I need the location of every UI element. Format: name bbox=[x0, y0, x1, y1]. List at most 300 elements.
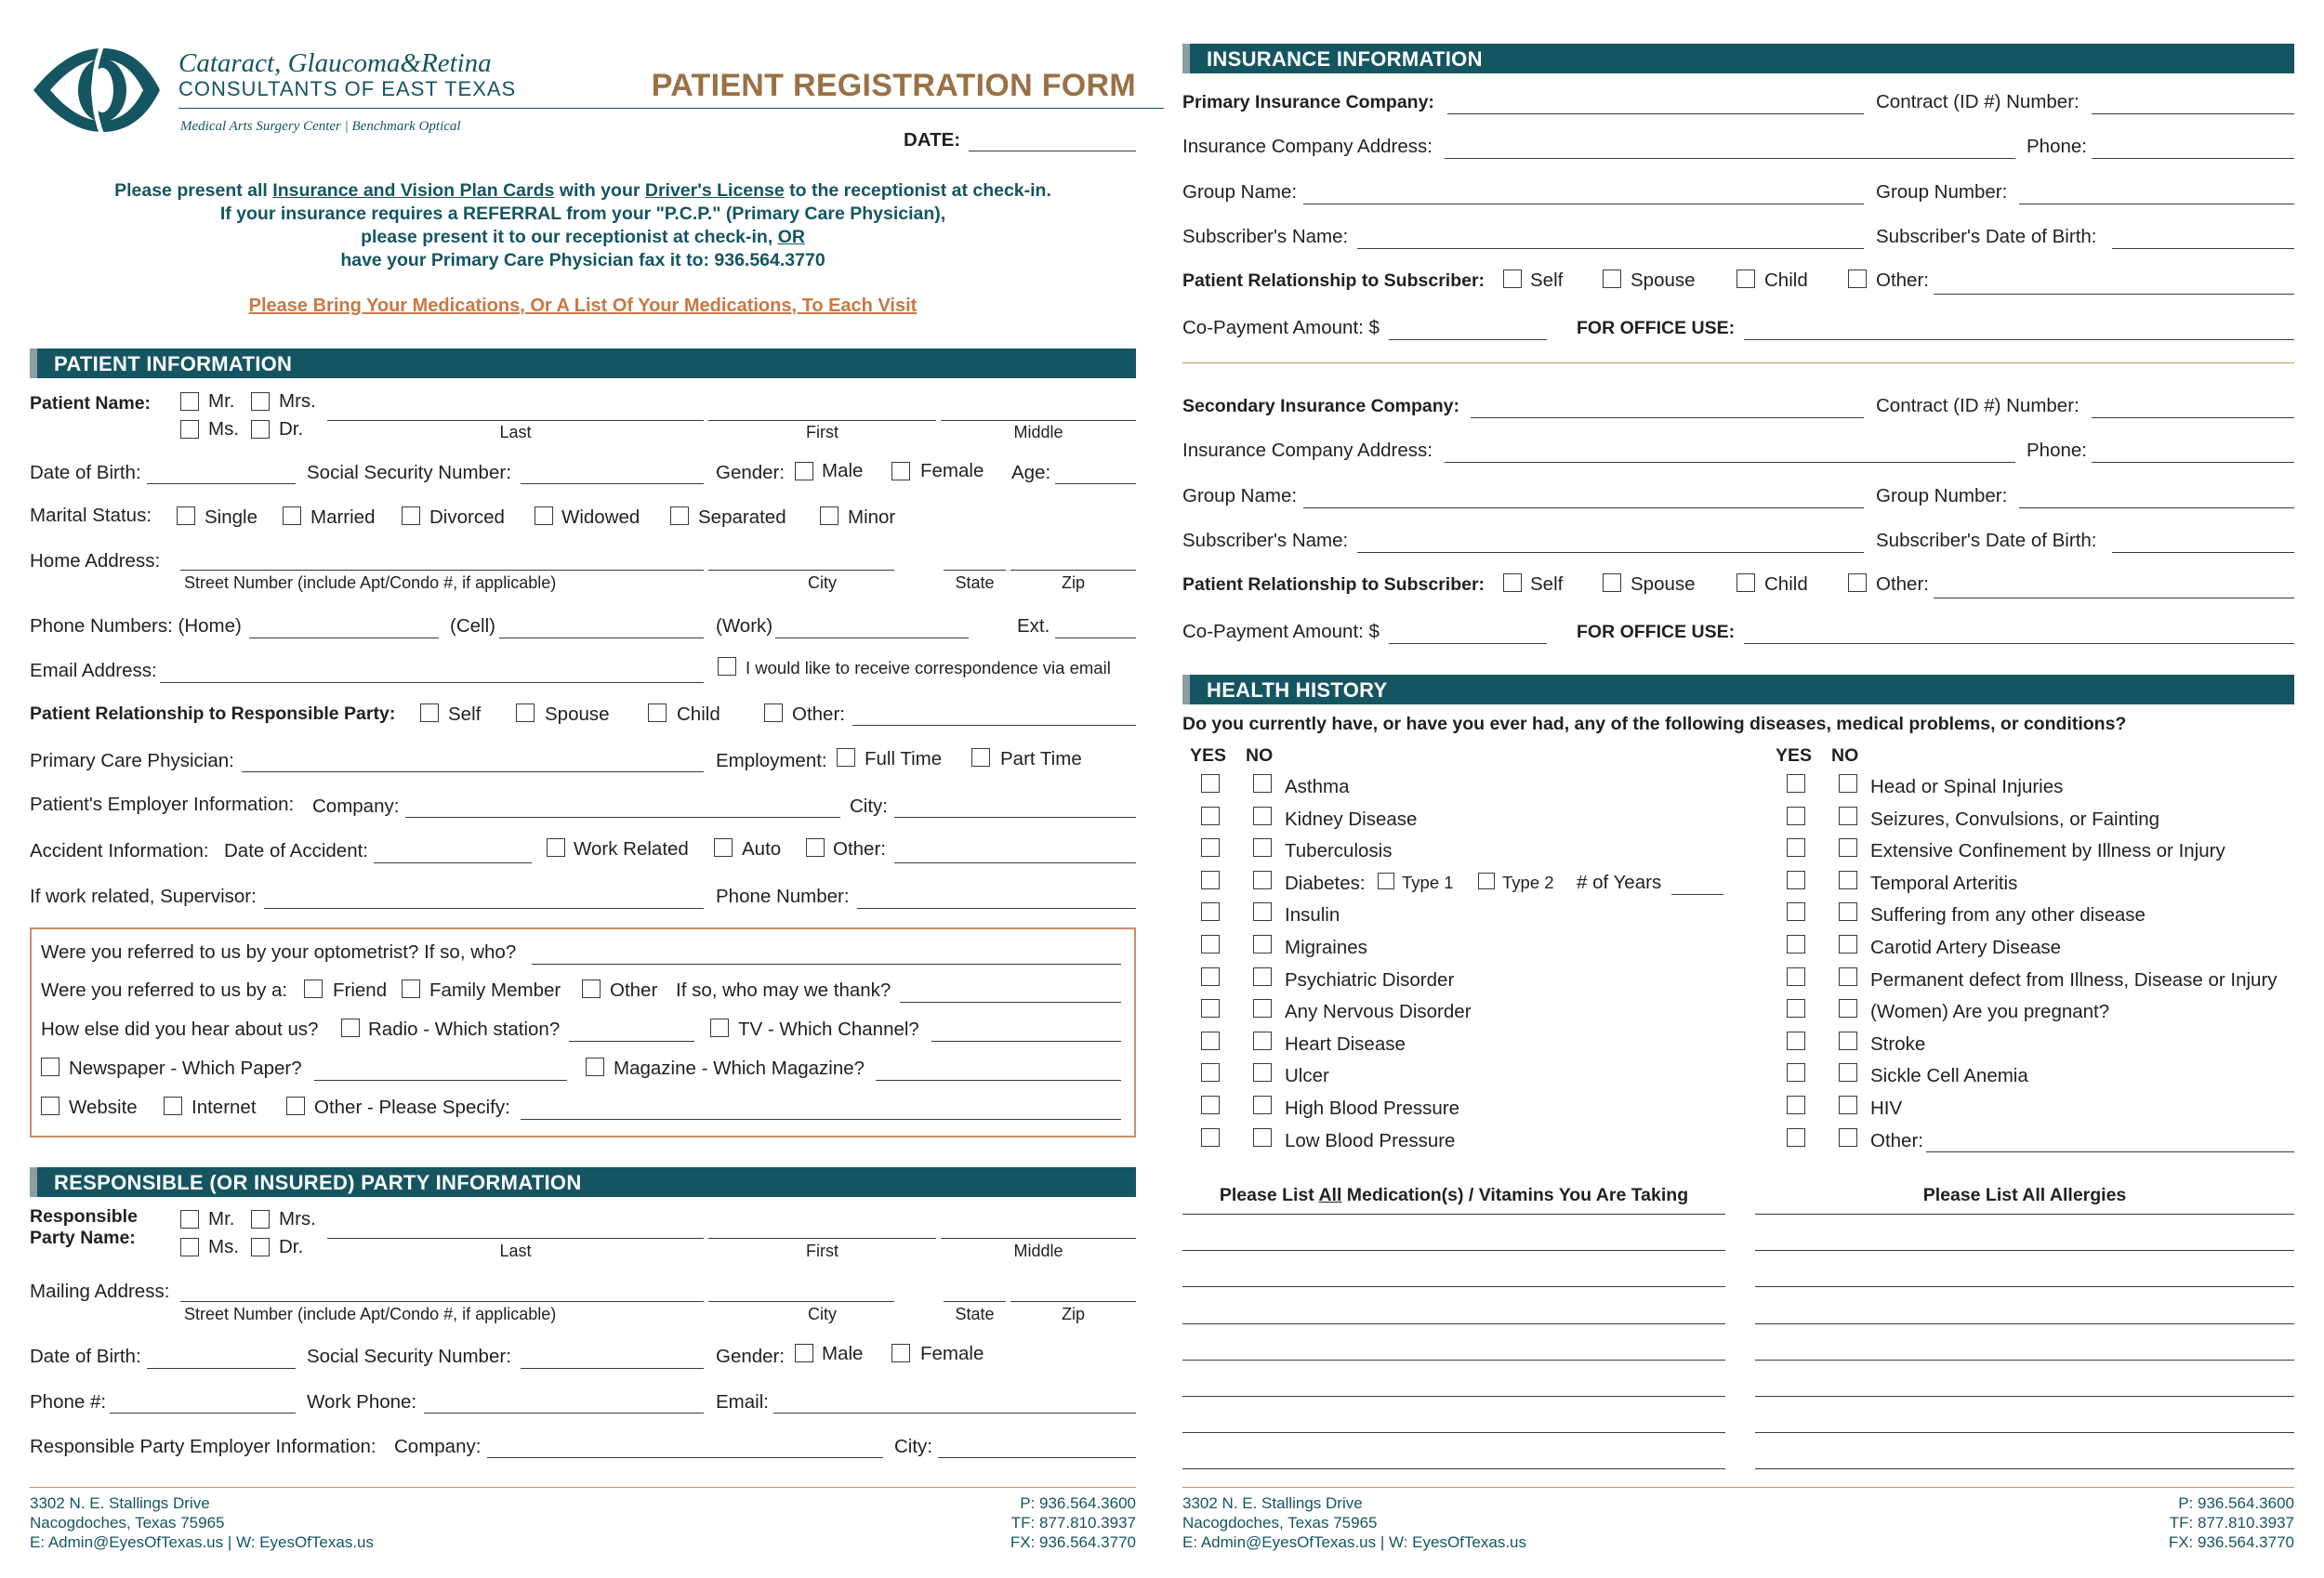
secondary-spouse-label: Spouse bbox=[1631, 573, 1696, 595]
full-time-label: Full Time bbox=[865, 748, 943, 769]
resp-company-field[interactable] bbox=[487, 1457, 883, 1458]
accident-date-label: Date of Accident: bbox=[224, 840, 368, 861]
mailing-street-field[interactable] bbox=[180, 1301, 704, 1302]
right-no-checkbox[interactable] bbox=[1839, 871, 1857, 889]
work-related-checkbox[interactable] bbox=[547, 838, 565, 857]
responsible-party-header: RESPONSIBLE (OR INSURED) PARTY INFORMATION bbox=[30, 1167, 1136, 1197]
allergy-line[interactable] bbox=[1755, 1468, 2294, 1469]
resp-dob-field[interactable] bbox=[147, 1368, 296, 1369]
right-no-checkbox[interactable] bbox=[1839, 1063, 1857, 1082]
mailing-zip-caption: Zip bbox=[1061, 1305, 1085, 1323]
secondary-company-field[interactable] bbox=[1471, 417, 1864, 418]
divorced-label: Divorced bbox=[429, 506, 505, 528]
email-field[interactable] bbox=[160, 682, 704, 683]
left-no-checkbox[interactable] bbox=[1253, 935, 1272, 953]
left-yes-checkbox[interactable] bbox=[1201, 774, 1220, 793]
female-checkbox[interactable] bbox=[891, 462, 910, 480]
phones-label: Phone Numbers: (Home) bbox=[30, 615, 242, 637]
employment-label: Employment: bbox=[716, 750, 827, 771]
middle-name-field[interactable] bbox=[941, 420, 1136, 421]
full-time-checkbox[interactable] bbox=[837, 748, 855, 767]
dr-checkbox[interactable] bbox=[251, 420, 270, 439]
secondary-copay-label: Co-Payment Amount: $ bbox=[1182, 621, 1380, 642]
website-label: Website bbox=[69, 1097, 138, 1118]
magazine-checkbox[interactable] bbox=[586, 1058, 604, 1076]
left-yes-checkbox[interactable] bbox=[1201, 1063, 1220, 1082]
widowed-checkbox[interactable] bbox=[535, 506, 553, 525]
accident-other-label: Other: bbox=[833, 838, 886, 860]
accident-other-field[interactable] bbox=[894, 862, 1136, 863]
resp-email-field[interactable] bbox=[773, 1413, 1136, 1414]
medication-line[interactable] bbox=[1182, 1396, 1725, 1397]
medication-line[interactable] bbox=[1182, 1214, 1725, 1215]
family-checkbox[interactable] bbox=[402, 980, 420, 998]
rel-other-field[interactable] bbox=[852, 725, 1136, 726]
tv-field[interactable] bbox=[931, 1041, 1121, 1042]
last-name-field[interactable] bbox=[327, 420, 704, 421]
primary-group-name-label: Group Name: bbox=[1182, 181, 1298, 203]
primary-spouse-checkbox[interactable] bbox=[1603, 270, 1621, 288]
clinic-logo bbox=[30, 39, 517, 151]
resp-mrs-checkbox[interactable] bbox=[251, 1210, 270, 1229]
footer-phones: P: 936.564.3600 TF: 877.810.3937 FX: 936.564.3770 bbox=[1010, 1494, 1136, 1551]
primary-subscriber-label: Subscriber's Name: bbox=[1182, 226, 1349, 247]
referral-box bbox=[30, 927, 1136, 1137]
secondary-group-name-label: Group Name: bbox=[1182, 485, 1298, 506]
thank-field[interactable] bbox=[900, 1002, 1121, 1003]
primary-phone-label: Phone: bbox=[2027, 136, 2087, 157]
separated-label: Separated bbox=[698, 506, 786, 528]
right-no-checkbox[interactable] bbox=[1839, 1096, 1857, 1114]
patient-name-label: Patient Name: bbox=[30, 393, 152, 414]
female-label: Female bbox=[920, 460, 984, 481]
years-label: # of Years bbox=[1577, 872, 1662, 893]
right-yes-checkbox[interactable] bbox=[1787, 1032, 1805, 1050]
secondary-subscriber-label: Subscriber's Name: bbox=[1182, 530, 1349, 551]
mr-label: Mr. bbox=[208, 390, 235, 412]
responsible-name-label: Responsible Party Name: bbox=[30, 1206, 138, 1248]
age-label: Age: bbox=[1011, 462, 1051, 483]
minor-checkbox[interactable] bbox=[820, 506, 838, 525]
secondary-group-name-field[interactable] bbox=[1303, 507, 1864, 508]
right-yes-checkbox[interactable] bbox=[1787, 967, 1805, 986]
primary-copay-label: Co-Payment Amount: $ bbox=[1182, 317, 1380, 338]
right-condition-label: Suffering from any other disease bbox=[1870, 904, 2146, 926]
optometrist-label: Were you referred to us by your optometrist? If so, who? bbox=[41, 941, 517, 963]
male-label: Male bbox=[822, 460, 864, 481]
health-history-header: HEALTH HISTORY bbox=[1182, 675, 2294, 704]
left-no-checkbox[interactable] bbox=[1253, 807, 1272, 825]
left-yes-checkbox[interactable] bbox=[1201, 807, 1220, 825]
primary-subscriber-dob-field[interactable] bbox=[2112, 248, 2294, 249]
resp-dr-label: Dr. bbox=[279, 1236, 304, 1257]
rel-spouse-label: Spouse bbox=[545, 704, 610, 725]
resp-dob-label: Date of Birth: bbox=[30, 1346, 141, 1367]
resp-gender-label: Gender: bbox=[716, 1346, 786, 1367]
city-caption: City bbox=[808, 573, 837, 592]
minor-label: Minor bbox=[848, 506, 896, 528]
other-specify-field[interactable] bbox=[521, 1119, 1121, 1120]
employer-city-field[interactable] bbox=[894, 817, 1136, 818]
employer-label: Patient's Employer Information: bbox=[30, 794, 295, 815]
friend-label: Friend bbox=[333, 980, 388, 1001]
secondary-office-field[interactable] bbox=[1744, 643, 2294, 644]
right-yes-checkbox[interactable] bbox=[1787, 1063, 1805, 1082]
left-condition-label: Tuberculosis bbox=[1285, 840, 1393, 861]
newspaper-checkbox[interactable] bbox=[41, 1058, 59, 1076]
email-opt-checkbox[interactable] bbox=[718, 657, 736, 676]
primary-company-field[interactable] bbox=[1447, 113, 1864, 114]
allergy-line[interactable] bbox=[1755, 1432, 2294, 1433]
allergy-line[interactable] bbox=[1755, 1214, 2294, 1215]
insurance-info-header: INSURANCE INFORMATION bbox=[1182, 44, 2294, 73]
work-related-label: Work Related bbox=[574, 838, 689, 860]
resp-ssn-field[interactable] bbox=[521, 1368, 704, 1369]
resp-first-field[interactable] bbox=[708, 1238, 936, 1239]
right-yes-checkbox[interactable] bbox=[1787, 807, 1805, 825]
right-no-checkbox[interactable] bbox=[1839, 999, 1857, 1018]
resp-last-caption: Last bbox=[499, 1242, 532, 1260]
footer-rule bbox=[30, 1487, 1136, 1488]
left-yes-checkbox[interactable] bbox=[1201, 1032, 1220, 1050]
left-no-checkbox[interactable] bbox=[1253, 999, 1272, 1018]
secondary-contract-field[interactable] bbox=[2092, 417, 2294, 418]
thank-label: If so, who may we thank? bbox=[676, 980, 891, 1001]
left-condition-label: Low Blood Pressure bbox=[1285, 1130, 1456, 1151]
right-condition-label: Head or Spinal Injuries bbox=[1870, 776, 2064, 797]
primary-company-label: Primary Insurance Company: bbox=[1182, 92, 1434, 112]
primary-subscriber-dob-label: Subscriber's Date of Birth: bbox=[1876, 226, 2097, 247]
friend-checkbox[interactable] bbox=[304, 980, 323, 998]
left-yes-checkbox[interactable] bbox=[1201, 967, 1220, 986]
radio-field[interactable] bbox=[569, 1041, 694, 1042]
left-no-checkbox[interactable] bbox=[1253, 838, 1272, 857]
left-yes-checkbox[interactable] bbox=[1201, 1128, 1220, 1147]
rel-spouse-checkbox[interactable] bbox=[516, 704, 535, 722]
part-time-checkbox[interactable] bbox=[971, 748, 990, 767]
separated-checkbox[interactable] bbox=[670, 506, 689, 525]
secondary-other-checkbox[interactable] bbox=[1848, 573, 1867, 592]
secondary-child-label: Child bbox=[1764, 573, 1808, 595]
dob-field[interactable] bbox=[147, 483, 296, 484]
secondary-other-label: Other: bbox=[1876, 573, 1929, 595]
no-header-right: NO bbox=[1831, 745, 1859, 766]
primary-phone-field[interactable] bbox=[2092, 158, 2294, 159]
right-yes-checkbox[interactable] bbox=[1787, 871, 1805, 889]
mrs-label: Mrs. bbox=[279, 390, 316, 412]
secondary-address-label: Insurance Company Address: bbox=[1182, 440, 1433, 461]
zip-caption: Zip bbox=[1061, 573, 1085, 592]
resp-city-field[interactable] bbox=[938, 1457, 1136, 1458]
widowed-label: Widowed bbox=[561, 506, 640, 528]
last-caption: Last bbox=[499, 423, 532, 441]
secondary-self-label: Self bbox=[1530, 573, 1564, 595]
mailing-city-field[interactable] bbox=[708, 1301, 894, 1302]
secondary-subscriber-field[interactable] bbox=[1357, 552, 1864, 553]
single-checkbox[interactable] bbox=[177, 506, 195, 525]
work-label: (Work) bbox=[716, 615, 773, 637]
ms-label: Ms. bbox=[208, 418, 240, 440]
primary-other-checkbox[interactable] bbox=[1848, 270, 1867, 288]
right-no-checkbox[interactable] bbox=[1839, 807, 1857, 825]
right-condition-label: Permanent defect from Illness, Disease or Injury bbox=[1870, 969, 2278, 991]
secondary-contract-label: Contract (ID #) Number: bbox=[1876, 395, 2080, 416]
resp-city-label: City: bbox=[894, 1436, 932, 1457]
primary-spouse-label: Spouse bbox=[1631, 270, 1696, 291]
mailing-street-caption: Street Number (include Apt/Condo #, if applicable) bbox=[184, 1305, 557, 1323]
no-header-left: NO bbox=[1246, 745, 1274, 766]
right-yes-checkbox[interactable] bbox=[1787, 935, 1805, 953]
tv-checkbox[interactable] bbox=[710, 1019, 729, 1037]
allergy-line[interactable] bbox=[1755, 1250, 2294, 1251]
medication-line[interactable] bbox=[1182, 1432, 1725, 1433]
auto-label: Auto bbox=[742, 838, 782, 860]
checkin-notice: Please present all Insurance and Vision Plan Cards with your Driver's License to the receptionist at check-in. If your insurance requires a REFERRAL from your "P.C.P." (Primary Care Physician), please present it to our receptionist at check-in, OR have your Primary Care Physician fax it to: 936.564.3770 bbox=[114, 180, 1051, 270]
left-condition-label: Kidney Disease bbox=[1285, 809, 1418, 830]
resp-male-checkbox[interactable] bbox=[795, 1344, 813, 1362]
resp-female-label: Female bbox=[920, 1343, 984, 1364]
left-no-checkbox[interactable] bbox=[1253, 774, 1272, 793]
logo-line1: Cataract, Glaucoma&Retina bbox=[178, 48, 492, 78]
left-condition-label: Psychiatric Disorder bbox=[1285, 969, 1455, 991]
rel-self-checkbox[interactable] bbox=[420, 704, 439, 722]
resp-phone-field[interactable] bbox=[110, 1413, 296, 1414]
right-condition-label: Sickle Cell Anemia bbox=[1870, 1065, 2028, 1086]
left-yes-checkbox[interactable] bbox=[1201, 1096, 1220, 1114]
resp-ms-label: Ms. bbox=[208, 1236, 240, 1257]
primary-address-field[interactable] bbox=[1445, 158, 2015, 159]
left-condition-label: Ulcer bbox=[1285, 1065, 1329, 1086]
type2-checkbox[interactable] bbox=[1478, 873, 1495, 889]
primary-contract-label: Contract (ID #) Number: bbox=[1876, 91, 2080, 112]
divorced-checkbox[interactable] bbox=[402, 506, 420, 525]
primary-group-number-label: Group Number: bbox=[1876, 181, 2008, 203]
street-field[interactable] bbox=[180, 570, 704, 571]
left-yes-checkbox[interactable] bbox=[1201, 935, 1220, 953]
health-other-field[interactable] bbox=[1926, 1151, 2294, 1152]
right-condition-label: Other: bbox=[1870, 1130, 1923, 1151]
allergy-line[interactable] bbox=[1755, 1396, 2294, 1397]
type2-label: Type 2 bbox=[1502, 873, 1554, 892]
mailing-zip-field[interactable] bbox=[1010, 1301, 1136, 1302]
referral-other-checkbox[interactable] bbox=[582, 980, 601, 998]
right-yes-checkbox[interactable] bbox=[1787, 838, 1805, 857]
optometrist-field[interactable] bbox=[532, 964, 1121, 965]
supervisor-phone-field[interactable] bbox=[857, 908, 1136, 909]
email-opt-label: I would like to receive correspondence via email bbox=[746, 658, 1111, 677]
supervisor-phone-label: Phone Number: bbox=[716, 886, 850, 907]
secondary-copay-field[interactable] bbox=[1389, 643, 1547, 644]
secondary-subscriber-dob-label: Subscriber's Date of Birth: bbox=[1876, 530, 2097, 551]
right-yes-checkbox[interactable] bbox=[1787, 999, 1805, 1018]
male-checkbox[interactable] bbox=[795, 462, 813, 480]
other-specify-checkbox[interactable] bbox=[286, 1097, 305, 1115]
mailing-state-field[interactable] bbox=[944, 1301, 1006, 1302]
medication-line[interactable] bbox=[1182, 1468, 1725, 1469]
newspaper-field[interactable] bbox=[314, 1080, 567, 1081]
middle-caption: Middle bbox=[1013, 423, 1063, 441]
left-yes-checkbox[interactable] bbox=[1201, 838, 1220, 857]
left-condition-label: Insulin bbox=[1285, 904, 1340, 926]
medication-line[interactable] bbox=[1182, 1286, 1725, 1287]
left-no-checkbox[interactable] bbox=[1253, 902, 1272, 921]
type1-checkbox[interactable] bbox=[1378, 873, 1394, 889]
medication-line[interactable] bbox=[1182, 1250, 1725, 1251]
resp-first-caption: First bbox=[806, 1242, 838, 1260]
resp-mrs-label: Mrs. bbox=[279, 1208, 316, 1230]
zip-field[interactable] bbox=[1010, 570, 1136, 571]
resp-last-field[interactable] bbox=[327, 1238, 704, 1239]
email-label: Email Address: bbox=[30, 660, 157, 681]
mailing-label: Mailing Address: bbox=[30, 1281, 170, 1302]
left-no-checkbox[interactable] bbox=[1253, 1096, 1272, 1114]
patient-info-header: PATIENT INFORMATION bbox=[30, 348, 1136, 378]
primary-subscriber-field[interactable] bbox=[1357, 248, 1864, 249]
left-yes-checkbox[interactable] bbox=[1201, 999, 1220, 1018]
primary-office-field[interactable] bbox=[1744, 339, 2294, 340]
dr-label: Dr. bbox=[279, 418, 304, 440]
first-caption: First bbox=[806, 423, 838, 441]
secondary-company-label: Secondary Insurance Company: bbox=[1182, 396, 1460, 416]
resp-employer-label: Responsible Party Employer Information: bbox=[30, 1436, 376, 1457]
rel-other-checkbox[interactable] bbox=[764, 704, 783, 722]
allergy-line[interactable] bbox=[1755, 1323, 2294, 1324]
married-label: Married bbox=[310, 506, 376, 528]
resp-middle-caption: Middle bbox=[1013, 1242, 1063, 1260]
secondary-phone-label: Phone: bbox=[2027, 440, 2087, 461]
right-yes-checkbox[interactable] bbox=[1787, 902, 1805, 921]
primary-contract-field[interactable] bbox=[2092, 113, 2294, 114]
left-page bbox=[30, 0, 1136, 1578]
radio-checkbox[interactable] bbox=[341, 1019, 360, 1037]
primary-copay-field[interactable] bbox=[1389, 339, 1547, 340]
footer-rule-right bbox=[1182, 1487, 2294, 1488]
mr-checkbox[interactable] bbox=[180, 392, 199, 411]
left-no-checkbox[interactable] bbox=[1253, 1032, 1272, 1050]
years-field[interactable] bbox=[1671, 894, 1723, 895]
medications-heading: Please List All Medication(s) / Vitamins You Are Taking bbox=[1219, 1185, 1689, 1205]
right-no-checkbox[interactable] bbox=[1839, 1128, 1857, 1147]
left-no-checkbox[interactable] bbox=[1253, 967, 1272, 986]
resp-mr-checkbox[interactable] bbox=[180, 1210, 199, 1229]
ssn-label: Social Security Number: bbox=[307, 462, 511, 483]
date-label: DATE: bbox=[904, 129, 961, 151]
right-condition-label: HIV bbox=[1870, 1098, 1903, 1119]
allergy-line[interactable] bbox=[1755, 1360, 2294, 1361]
right-yes-checkbox[interactable] bbox=[1787, 1096, 1805, 1114]
allergy-line[interactable] bbox=[1755, 1286, 2294, 1287]
resp-female-checkbox[interactable] bbox=[891, 1344, 910, 1362]
secondary-child-checkbox[interactable] bbox=[1736, 573, 1755, 592]
medication-line[interactable] bbox=[1182, 1323, 1725, 1324]
primary-other-field[interactable] bbox=[1934, 294, 2294, 295]
secondary-address-field[interactable] bbox=[1445, 462, 2015, 463]
left-condition-label: Asthma bbox=[1285, 776, 1350, 797]
secondary-self-checkbox[interactable] bbox=[1503, 573, 1522, 592]
right-no-checkbox[interactable] bbox=[1839, 902, 1857, 921]
right-condition-label: Seizures, Convulsions, or Fainting bbox=[1870, 809, 2160, 830]
rel-child-label: Child bbox=[677, 704, 720, 725]
rel-child-checkbox[interactable] bbox=[648, 704, 667, 722]
website-checkbox[interactable] bbox=[41, 1097, 59, 1115]
left-no-checkbox[interactable] bbox=[1253, 1128, 1272, 1147]
right-yes-checkbox[interactable] bbox=[1787, 1128, 1805, 1147]
left-condition-label: High Blood Pressure bbox=[1285, 1098, 1460, 1119]
supervisor-field[interactable] bbox=[264, 908, 704, 909]
pcp-field[interactable] bbox=[242, 771, 704, 772]
left-yes-checkbox[interactable] bbox=[1201, 902, 1220, 921]
magazine-field[interactable] bbox=[876, 1080, 1121, 1081]
cell-label: (Cell) bbox=[450, 615, 495, 637]
resp-work-phone-field[interactable] bbox=[424, 1413, 704, 1414]
right-no-checkbox[interactable] bbox=[1839, 1032, 1857, 1050]
secondary-phone-field[interactable] bbox=[2092, 462, 2294, 463]
left-condition-label: Heart Disease bbox=[1285, 1033, 1406, 1055]
primary-self-label: Self bbox=[1530, 270, 1564, 291]
resp-ms-checkbox[interactable] bbox=[180, 1238, 199, 1256]
city-field[interactable] bbox=[708, 570, 894, 571]
right-no-checkbox[interactable] bbox=[1839, 838, 1857, 857]
radio-label: Radio - Which station? bbox=[368, 1019, 561, 1040]
logo-divider bbox=[178, 108, 1164, 109]
married-checkbox[interactable] bbox=[283, 506, 301, 525]
first-name-field[interactable] bbox=[708, 420, 936, 421]
right-condition-label: Stroke bbox=[1870, 1033, 1926, 1055]
age-field[interactable] bbox=[1055, 483, 1136, 484]
left-no-checkbox[interactable] bbox=[1253, 871, 1272, 889]
left-condition-label: Migraines bbox=[1285, 937, 1367, 958]
ms-checkbox[interactable] bbox=[180, 420, 199, 439]
right-no-checkbox[interactable] bbox=[1839, 935, 1857, 953]
resp-middle-field[interactable] bbox=[941, 1238, 1136, 1239]
right-no-checkbox[interactable] bbox=[1839, 967, 1857, 986]
resp-mr-label: Mr. bbox=[208, 1208, 235, 1230]
accident-date-field[interactable] bbox=[374, 862, 532, 863]
resp-dr-checkbox[interactable] bbox=[251, 1238, 270, 1256]
right-condition-label: Temporal Arteritis bbox=[1870, 873, 2018, 894]
secondary-group-number-field[interactable] bbox=[2019, 507, 2294, 508]
left-no-checkbox[interactable] bbox=[1253, 1063, 1272, 1082]
auto-checkbox[interactable] bbox=[714, 838, 733, 857]
rel-other-label: Other: bbox=[792, 704, 845, 725]
resp-company-label: Company: bbox=[394, 1436, 482, 1457]
secondary-subscriber-dob-field[interactable] bbox=[2112, 552, 2294, 553]
tv-label: TV - Which Channel? bbox=[738, 1019, 919, 1040]
secondary-spouse-checkbox[interactable] bbox=[1603, 573, 1621, 592]
ssn-field[interactable] bbox=[521, 483, 704, 484]
referred-by-label: Were you referred to us by a: bbox=[41, 980, 288, 1001]
dob-label: Date of Birth: bbox=[30, 462, 141, 483]
mrs-checkbox[interactable] bbox=[251, 392, 270, 411]
primary-relationship-label: Patient Relationship to Subscriber: bbox=[1182, 270, 1486, 291]
internet-checkbox[interactable] bbox=[164, 1097, 182, 1115]
primary-self-checkbox[interactable] bbox=[1503, 270, 1522, 288]
part-time-label: Part Time bbox=[1000, 748, 1082, 769]
street-caption: Street Number (include Apt/Condo #, if applicable) bbox=[184, 573, 557, 592]
form-title: PATIENT REGISTRATION FORM bbox=[651, 68, 1136, 103]
accident-other-checkbox[interactable] bbox=[806, 838, 825, 857]
medication-line[interactable] bbox=[1182, 1360, 1725, 1361]
mailing-state-caption: State bbox=[955, 1305, 995, 1323]
state-field[interactable] bbox=[944, 570, 1006, 571]
right-condition-label: Extensive Confinement by Illness or Injury bbox=[1870, 840, 2225, 861]
right-yes-checkbox[interactable] bbox=[1787, 774, 1805, 793]
marital-label: Marital Status: bbox=[30, 505, 152, 526]
left-yes-checkbox[interactable] bbox=[1201, 871, 1220, 889]
right-no-checkbox[interactable] bbox=[1839, 774, 1857, 793]
employer-company-field[interactable] bbox=[405, 817, 840, 818]
primary-child-checkbox[interactable] bbox=[1736, 270, 1755, 288]
